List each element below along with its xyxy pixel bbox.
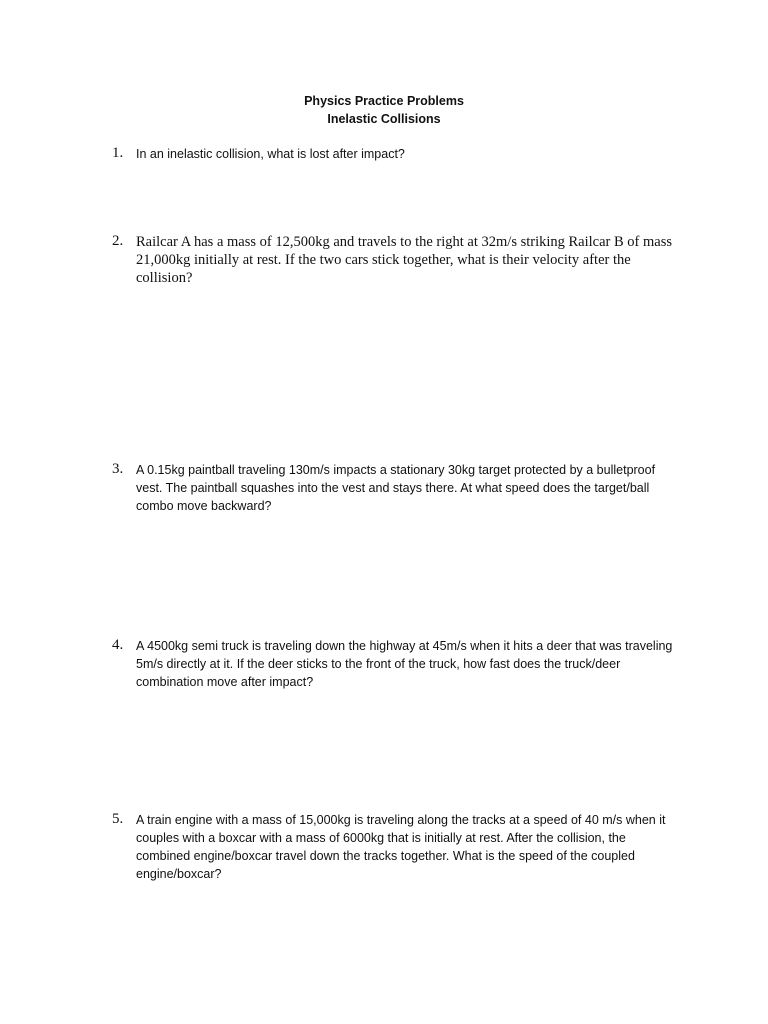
problem-number: 1. xyxy=(112,145,124,161)
problem-text: A 4500kg semi truck is traveling down the highway at 45m/s when it hits a deer that was traveling 5m/s directly at it. If the deer sticks to the front of the truck, how fast does the truck/deer combination move after impact? xyxy=(136,639,673,689)
problem-number: 4. xyxy=(112,637,124,653)
problem-text: In an inelastic collision, what is lost after impact? xyxy=(136,147,405,161)
document-title: Physics Practice Problems xyxy=(304,94,464,108)
problem-text: A train engine with a mass of 15,000kg is traveling along the tracks at a speed of 40 m/s when it couples with a boxcar with a mass of 6000kg that is initially at rest. After the collision, the combined engine/boxcar travel down the tracks together. What is the speed of the coupled engine/boxcar? xyxy=(136,813,666,881)
problem-number: 2. xyxy=(112,233,124,249)
problem-text: Railcar A has a mass of 12,500kg and travels to the right at 32m/s striking Railcar B of mass 21,000kg initially at rest. If the two cars stick together, what is their velocity after the collision? xyxy=(136,234,673,286)
document-subtitle: Inelastic Collisions xyxy=(327,112,441,126)
problem-number: 5. xyxy=(112,811,124,827)
problem-number: 3. xyxy=(112,461,124,477)
problem-text: A 0.15kg paintball traveling 130m/s impacts a stationary 30kg target protected by a bulletproof vest. The paintball squashes into the vest and stays there. At what speed does the target/ball combo move backward? xyxy=(136,463,656,513)
